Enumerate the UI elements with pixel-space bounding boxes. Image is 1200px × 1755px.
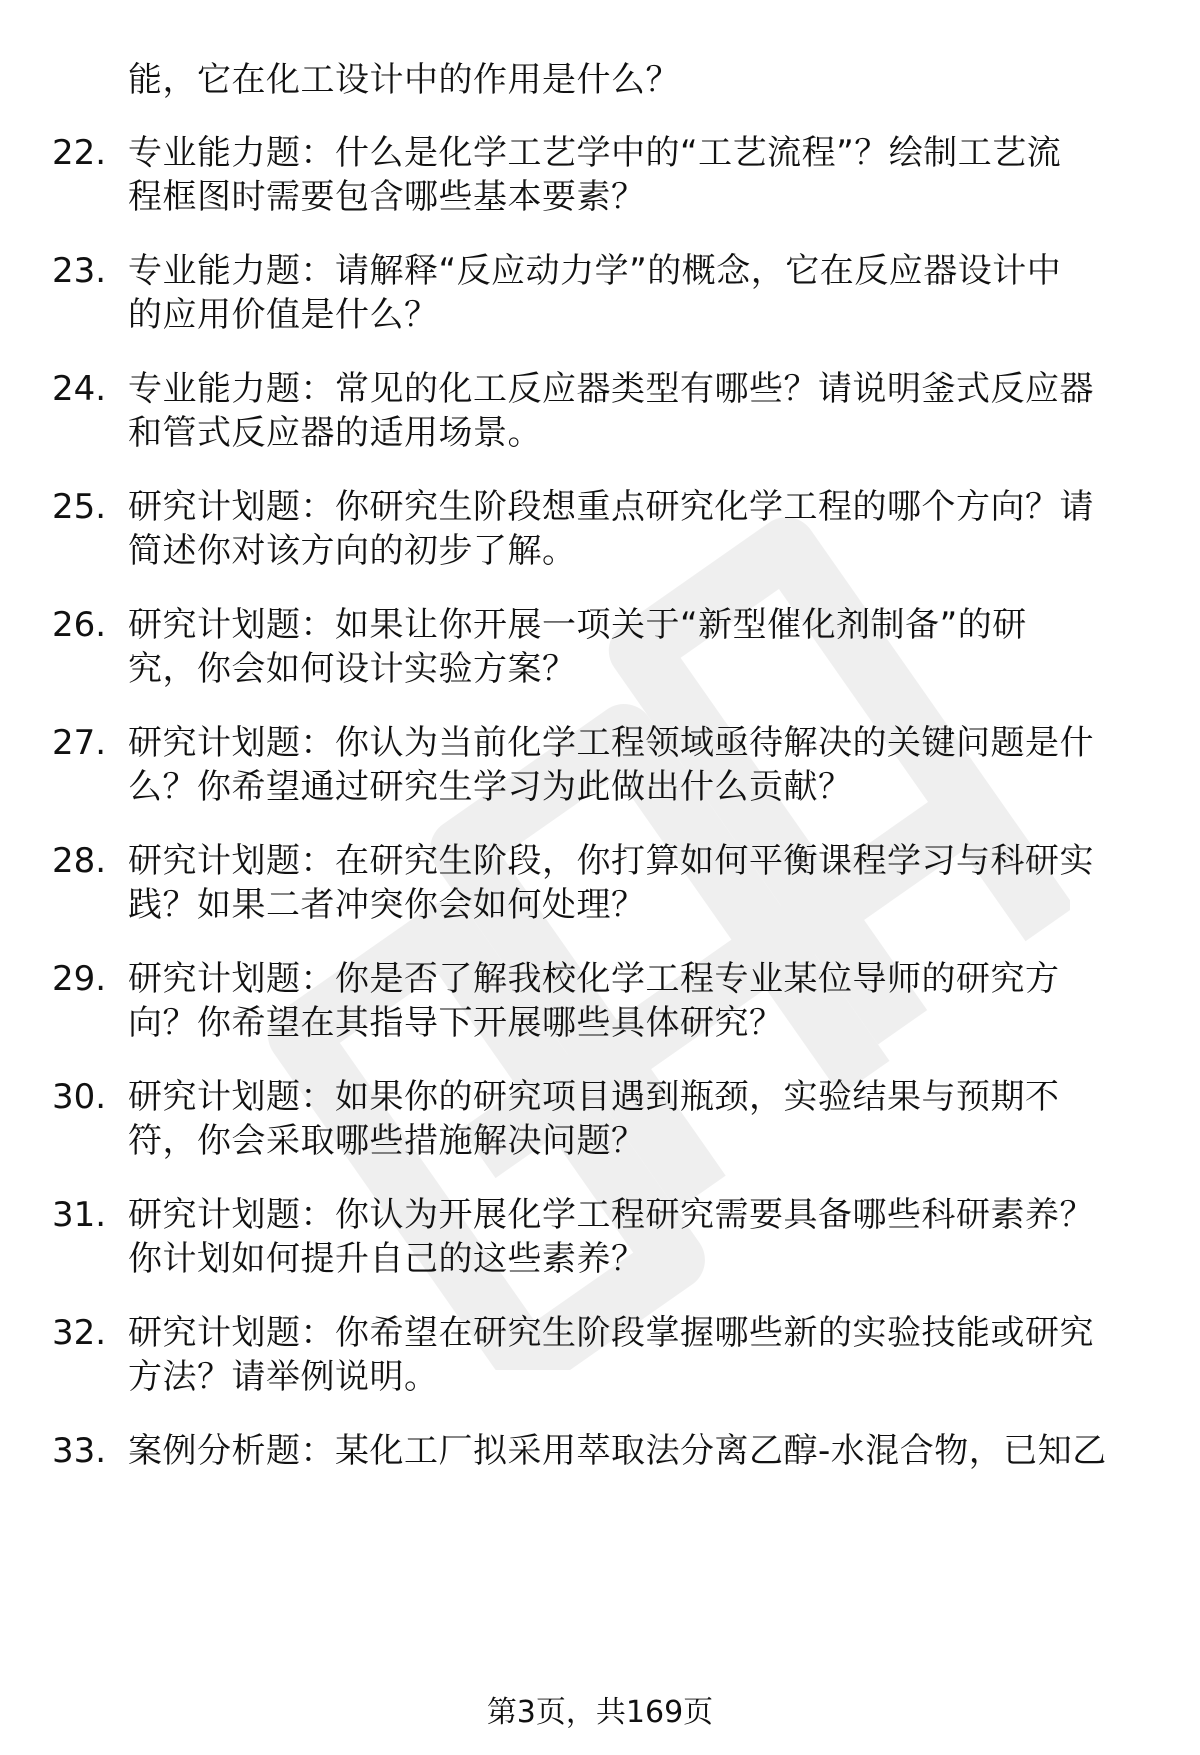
question-text-line: 向？你希望在其指导下开展哪些具体研究？ — [128, 1003, 784, 1043]
question-text-line: 的应用价值是什么？ — [128, 295, 439, 335]
question-text-line: 研究计划题：你认为当前化学工程领域亟待解决的关键问题是什 — [128, 723, 1094, 763]
question-text-line: 究，你会如何设计实验方案？ — [128, 649, 577, 689]
question-number: 22. — [52, 133, 107, 173]
question-text-line: 么？你希望通过研究生学习为此做出什么贡献？ — [128, 767, 853, 807]
question-number: 26. — [52, 605, 107, 645]
question-text-line: 研究计划题：你认为开展化学工程研究需要具备哪些科研素养？ — [128, 1195, 1094, 1235]
question-text-line: 研究计划题：在研究生阶段，你打算如何平衡课程学习与科研实 — [128, 841, 1094, 881]
question-text-line: 践？如果二者冲突你会如何处理？ — [128, 885, 646, 925]
question-text-line: 案例分析题：某化工厂拟采用萃取法分离乙醇-水混合物，已知乙 — [128, 1431, 1107, 1471]
question-number: 23. — [52, 251, 107, 291]
question-text-line: 研究计划题：如果让你开展一项关于“新型催化剂制备”的研 — [128, 605, 1027, 645]
question-text-line: 和管式反应器的适用场景。 — [128, 413, 542, 453]
question-text-line: 方法？请举例说明。 — [128, 1357, 439, 1397]
question-text-line: 研究计划题：如果你的研究项目遇到瓶颈，实验结果与预期不 — [128, 1077, 1060, 1117]
question-text-line: 简述你对该方向的初步了解。 — [128, 531, 577, 571]
question-number: 31. — [52, 1195, 107, 1235]
page-footer: 第3页，共169页 — [486, 1695, 714, 1730]
question-number: 33. — [52, 1431, 107, 1471]
question-text-line: 研究计划题：你研究生阶段想重点研究化学工程的哪个方向？请 — [128, 487, 1094, 527]
question-text-line: 你计划如何提升自己的这些素养？ — [128, 1239, 646, 1279]
question-text-line: 研究计划题：你是否了解我校化学工程专业某位导师的研究方 — [128, 959, 1060, 999]
question-text-line: 符，你会采取哪些措施解决问题？ — [128, 1121, 646, 1161]
question-number: 27. — [52, 723, 107, 763]
question-number: 24. — [52, 369, 107, 409]
question-number: 28. — [52, 841, 107, 881]
question-number: 25. — [52, 487, 107, 527]
continuation-line: 能，它在化工设计中的作用是什么？ — [128, 60, 680, 100]
question-text-line: 专业能力题：常见的化工反应器类型有哪些？请说明釜式反应器 — [128, 369, 1094, 409]
question-text-line: 程框图时需要包含哪些基本要素？ — [128, 177, 646, 217]
question-text-line: 研究计划题：你希望在研究生阶段掌握哪些新的实验技能或研究 — [128, 1313, 1094, 1353]
question-number: 29. — [52, 959, 107, 999]
question-text-line: 专业能力题：请解释“反应动力学”的概念，它在反应器设计中 — [128, 251, 1062, 291]
question-text-line: 专业能力题：什么是化学工艺学中的“工艺流程”？绘制工艺流 — [128, 133, 1062, 173]
question-number: 32. — [52, 1313, 107, 1353]
question-number: 30. — [52, 1077, 107, 1117]
